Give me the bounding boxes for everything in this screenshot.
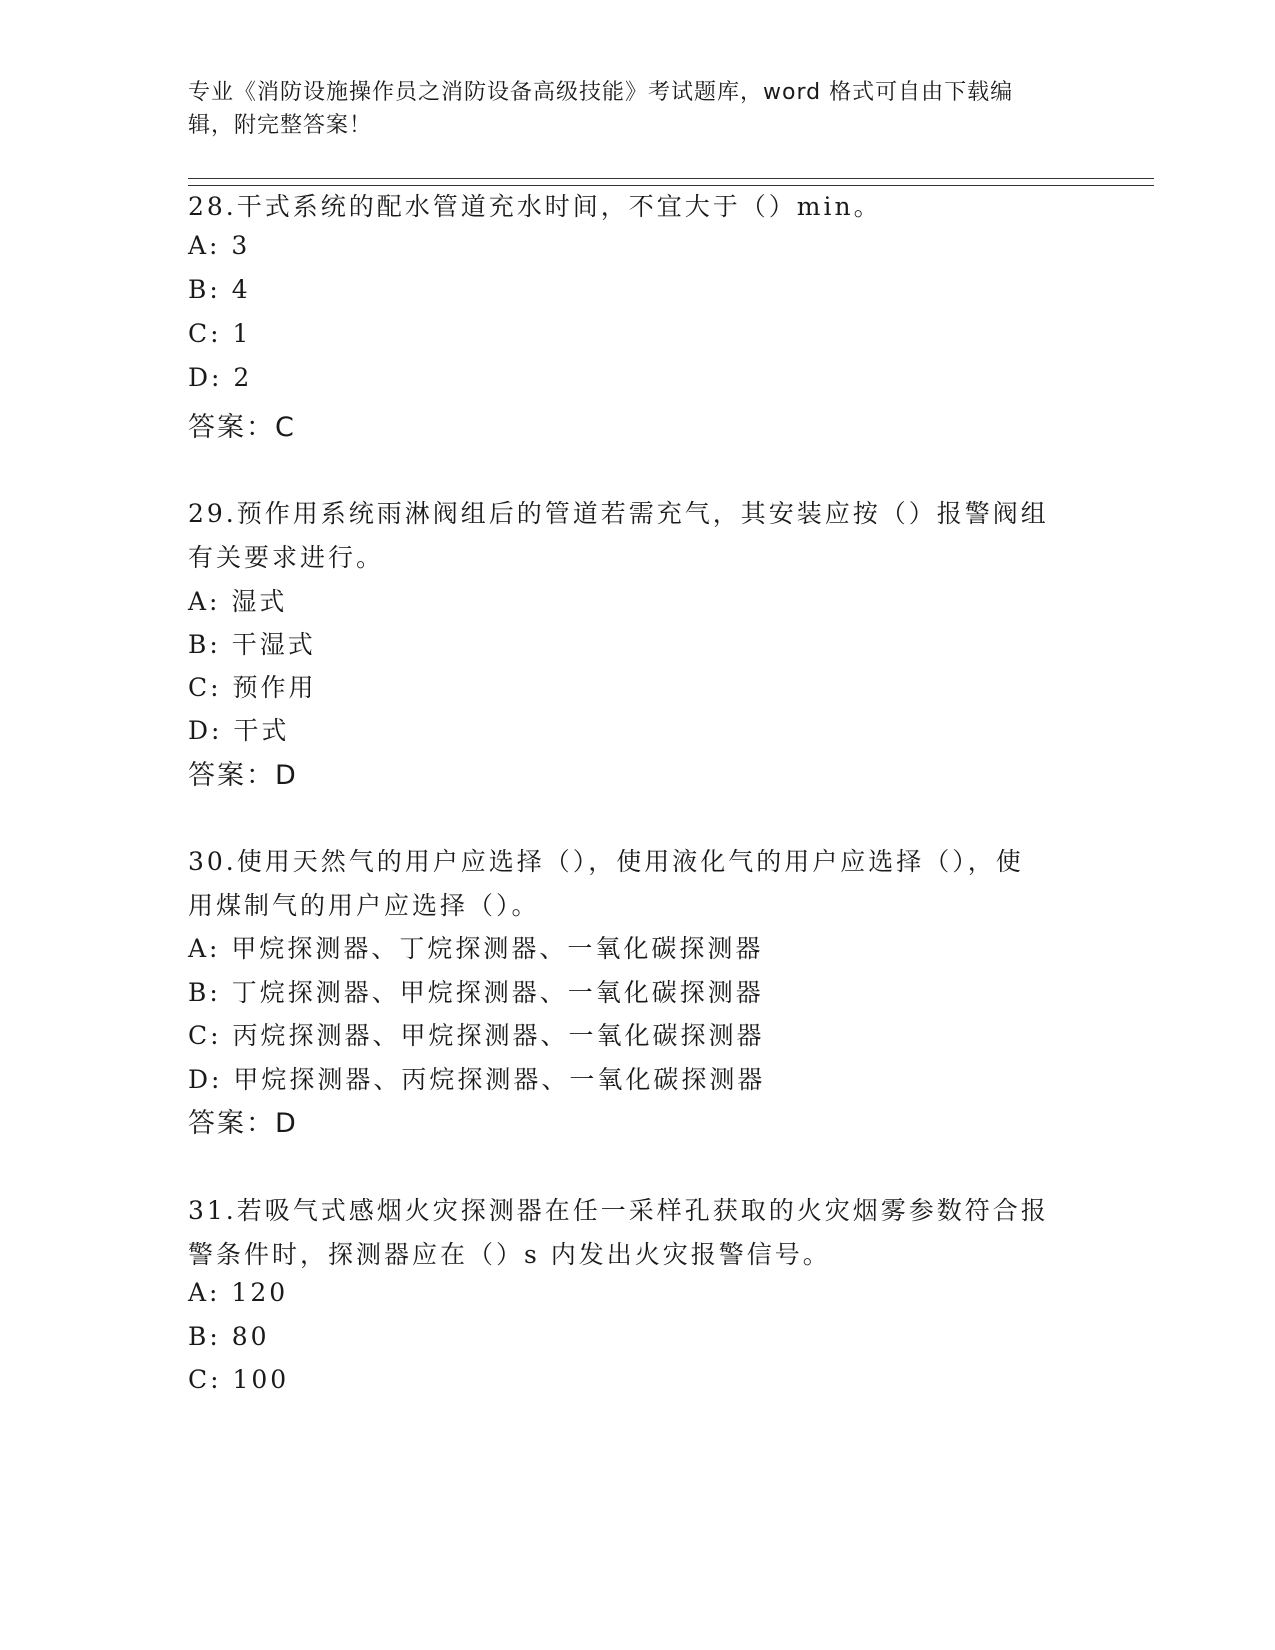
question-29-stem-line-1: 29.预作用系统雨淋阀组后的管道若需充气，其安装应按（）报警阀组 bbox=[188, 499, 1049, 528]
question-31-stem-line-2: 警条件时，探测器应在（）s 内发出火灾报警信号。 bbox=[188, 1240, 831, 1269]
question-30-answer: 答案：D bbox=[188, 1108, 298, 1139]
question-31-option-b: B: 80 bbox=[188, 1322, 270, 1351]
question-29-answer: 答案：D bbox=[188, 760, 298, 791]
header-divider bbox=[188, 178, 1154, 186]
header-line-1: 专业《消防设施操作员之消防设备高级技能》考试题库，word 格式可自由下载编 bbox=[188, 80, 1014, 105]
question-28-option-d: D: 2 bbox=[188, 363, 253, 392]
question-29-option-b: B: 干湿式 bbox=[188, 630, 316, 659]
question-30-stem-line-1: 30.使用天然气的用户应选择（），使用液化气的用户应选择（），使 bbox=[188, 847, 1024, 876]
question-28-option-b: B: 4 bbox=[188, 275, 251, 304]
question-29-stem-line-2: 有关要求进行。 bbox=[188, 543, 385, 572]
question-30-stem-line-2: 用煤制气的用户应选择（）。 bbox=[188, 891, 540, 920]
question-30-option-b: B: 丁烷探测器、甲烷探测器、一氧化碳探测器 bbox=[188, 978, 764, 1007]
question-31-option-a: A: 120 bbox=[188, 1278, 289, 1307]
question-29-option-d: D: 干式 bbox=[188, 716, 290, 745]
question-28-answer: 答案：C bbox=[188, 412, 296, 443]
question-28-option-c: C: 1 bbox=[188, 319, 252, 348]
question-30-option-d: D: 甲烷探测器、丙烷探测器、一氧化碳探测器 bbox=[188, 1065, 766, 1094]
question-30-option-c: C: 丙烷探测器、甲烷探测器、一氧化碳探测器 bbox=[188, 1021, 765, 1050]
question-28-option-a: A: 3 bbox=[188, 231, 251, 260]
question-29-option-c: C: 预作用 bbox=[188, 673, 317, 702]
question-31-option-c: C: 100 bbox=[188, 1365, 290, 1394]
document-header bbox=[188, 76, 1068, 142]
question-29-option-a: A: 湿式 bbox=[188, 587, 288, 616]
header-line-2: 辑，附完整答案！ bbox=[188, 113, 373, 138]
question-31-stem-line-1: 31.若吸气式感烟火灾探测器在任一采样孔获取的火灾烟雾参数符合报 bbox=[188, 1196, 1049, 1225]
question-28-stem: 28.干式系统的配水管道充水时间，不宜大于（）min。 bbox=[188, 192, 882, 221]
question-30-option-a: A: 甲烷探测器、丁烷探测器、一氧化碳探测器 bbox=[188, 934, 764, 963]
